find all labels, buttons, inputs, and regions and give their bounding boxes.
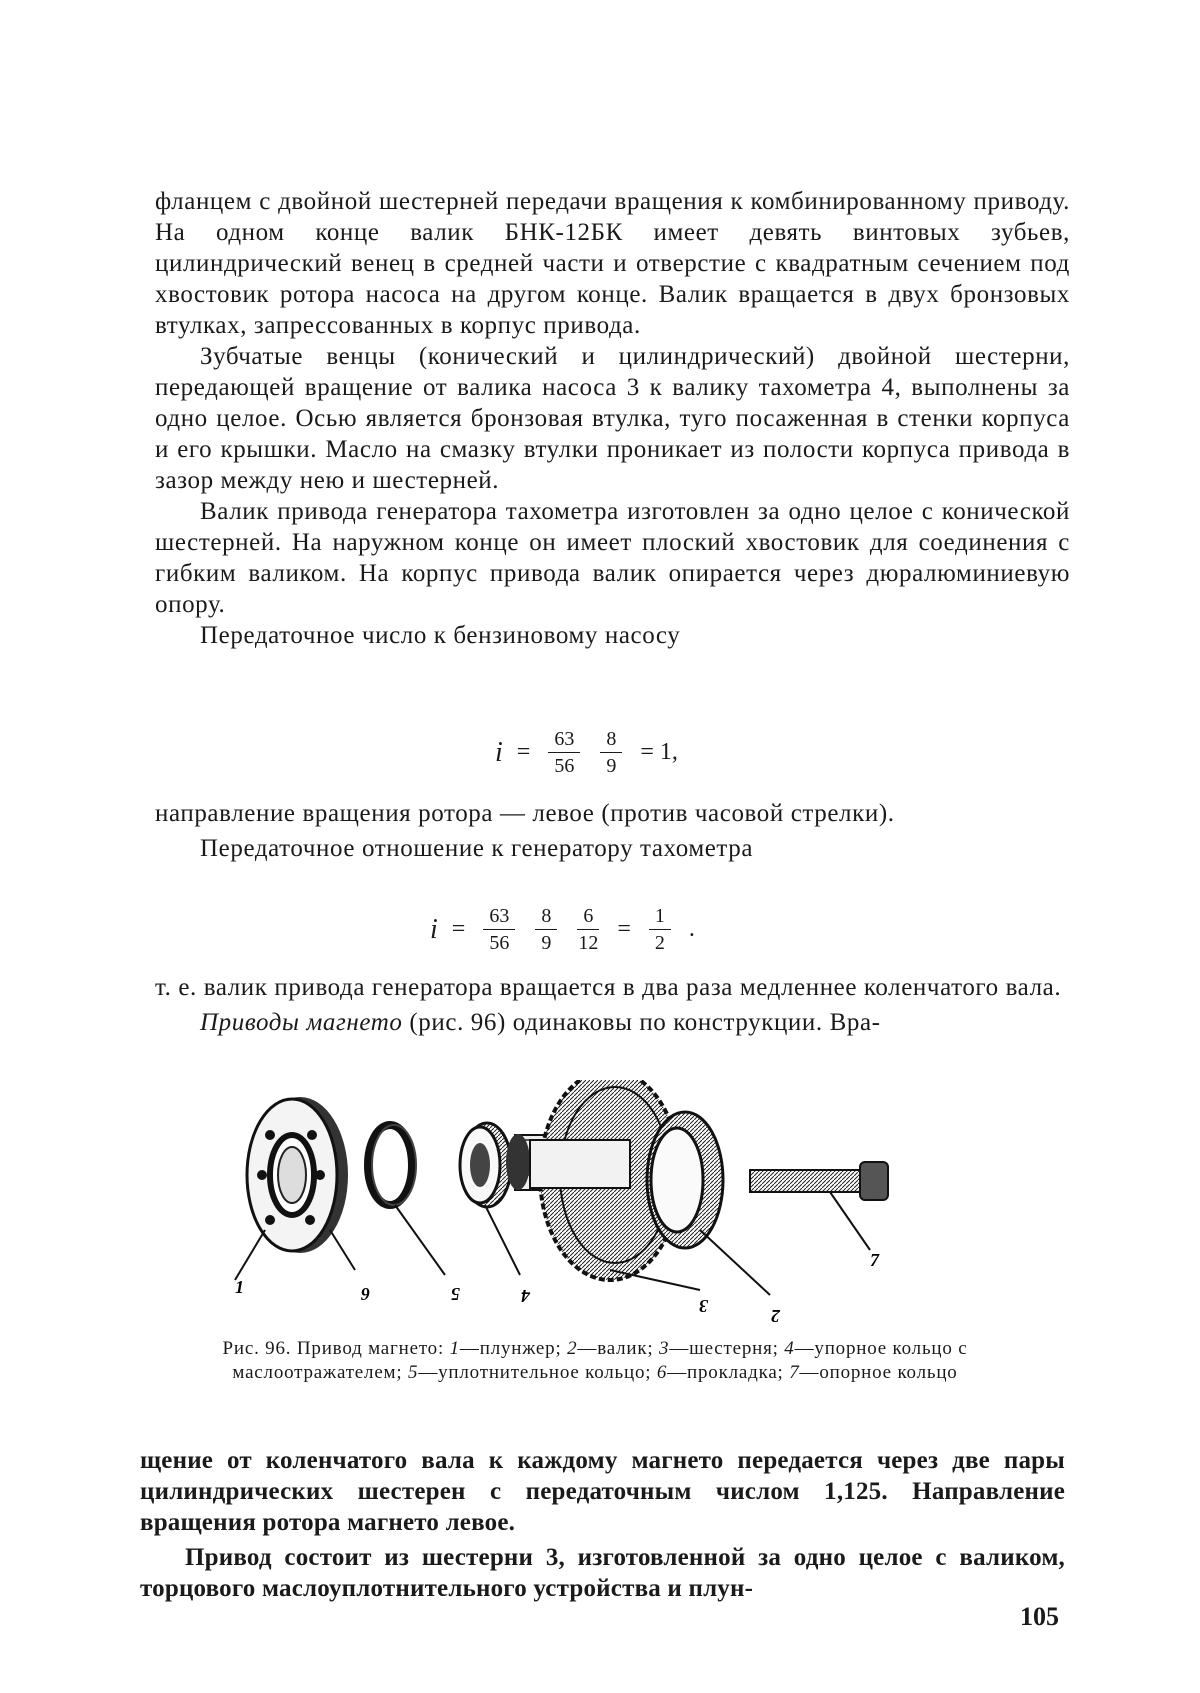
caption-item-text: —шестерня; — [669, 1338, 785, 1359]
figure-label-4: 4 — [521, 1286, 530, 1306]
fraction — [600, 728, 622, 777]
paragraph-8 — [155, 1007, 1070, 1038]
caption-prefix: Рис. 96. — [222, 1338, 292, 1359]
gasket-part-6 — [368, 1125, 416, 1205]
caption-item-text: —упорное кольцо с маслоотражателем; — [232, 1338, 968, 1383]
numerator: 6 — [577, 905, 599, 930]
fraction — [577, 905, 599, 954]
caption-item-number: 6 — [656, 1362, 668, 1383]
page-number: 105 — [1020, 1602, 1059, 1631]
denominator: 56 — [489, 932, 510, 954]
denominator: 9 — [541, 932, 552, 954]
caption-item-text: —валик; — [577, 1338, 660, 1359]
caption-item-number: 2 — [567, 1338, 578, 1359]
formula-equals: = — [516, 739, 531, 765]
support-ring-part-7 — [247, 1097, 348, 1253]
caption-item-number: 7 — [789, 1362, 800, 1383]
formula-equals-2: = — [617, 916, 631, 942]
paragraph-10: Привод состоит из шестерни 3, изготовленной за одно целое с валиком, торцового маслоуплотнительного устройства и плун- — [140, 1544, 1065, 1602]
sealing-ring-part-5 — [460, 1123, 511, 1207]
fraction — [548, 728, 580, 777]
paragraph-8-text: (рис. 96) одинаковы по конструкции. Вра- — [402, 1009, 881, 1036]
figure-label-1: 1 — [235, 1277, 244, 1297]
plunger-part-1 — [750, 1162, 888, 1200]
caption-item-text: —опорное кольцо — [799, 1362, 958, 1383]
caption-title: Привод магнето: — [291, 1338, 450, 1359]
paragraph-1: фланцем с двойной шестерней передачи вращения к комбинированному приводу. На одном конце валик БНК-12БК имеет девять винтовых зубьев, цилиндрический венец в средней части и отверстие с квадратным сечением под хвостовик ротора насоса на другом конце. Валик вращается в двух бронзовых втулках, запрессованных в корпус привода. — [155, 188, 1070, 339]
figure-96-caption — [215, 1337, 975, 1385]
paragraph-3: Валик привода генератора тахометра изготовлен за одно целое с конической шестерней. На наружном конце он имеет плоский хвостовик для соединения с гибким валиком. На корпус привода валик опирается через дюралюминиевую опору. — [155, 498, 1070, 618]
denominator: 12 — [578, 932, 599, 954]
figure-96-magneto-drive-illustration — [230, 1080, 1000, 1330]
paragraph-7: т. е. валик привода генератора вращается в два раза медленнее коленчатого вала. — [155, 974, 1062, 1001]
formula-tachometer-ratio — [430, 905, 703, 954]
caption-item-text: —плунжер; — [459, 1338, 568, 1359]
body-text-top — [155, 186, 1070, 651]
numerator: 1 — [649, 905, 671, 930]
numerator: 63 — [483, 905, 515, 930]
paragraph-2: Зубчатые венцы (конический и цилиндрический) двойной шестерни, передающей вращение от валика насоса 3 к валику тахометра 4, выполнены за одно целое. Осью является бронзовая втулка, туго посаженная в стенки корпуса и его крышки. Масло на смазку втулки проникает из полости корпуса привода в зазор между нею и шестерней. — [155, 343, 1070, 494]
body-text-lower — [155, 972, 1070, 1038]
formula-fuel-pump-ratio — [495, 728, 686, 777]
denominator: 56 — [554, 755, 575, 777]
thrust-ring-part-4 — [647, 1112, 723, 1248]
figure-label-6: 6 — [361, 1284, 370, 1304]
formula-equals: = — [451, 916, 466, 942]
caption-item-number: 3 — [659, 1338, 670, 1359]
term-magneto-drives: Приводы магнето — [200, 1009, 403, 1036]
denominator: 9 — [606, 755, 617, 777]
paragraph-6: Передаточное отношение к генератору тахометра — [200, 835, 754, 862]
figure-label-7: 7 — [870, 1250, 879, 1270]
caption-item-text: —прокладка; — [667, 1362, 790, 1383]
paragraph-5: направление вращения ротора — левое (против часовой стрелки). — [155, 800, 895, 827]
numerator: 8 — [535, 905, 557, 930]
numerator: 63 — [548, 728, 580, 753]
figure-label-5: 5 — [451, 1284, 460, 1304]
caption-item-number: 1 — [449, 1338, 460, 1359]
fraction — [535, 905, 557, 954]
body-text-mid — [155, 798, 1070, 864]
figure-label-2: 2 — [771, 1306, 780, 1326]
figure-label-3: 3 — [699, 1296, 708, 1316]
paragraph-9: щение от коленчатого вала к каждому магнето передается через две пары цилиндрических шестерен с передаточным числом 1,125. Направление вращения ротора магнето левое. — [140, 1447, 1065, 1536]
formula-variable: i — [495, 736, 503, 768]
caption-item-text: —уплотнительное кольцо; — [418, 1362, 657, 1383]
body-text-bottom — [140, 1445, 1065, 1604]
caption-item-number: 4 — [784, 1338, 795, 1359]
denominator: 2 — [654, 932, 665, 954]
formula-result: = 1, — [640, 739, 678, 765]
paragraph-4: Передаточное число к бензиновому насосу — [200, 622, 681, 649]
result-fraction — [649, 905, 671, 954]
caption-item-number: 5 — [408, 1362, 419, 1383]
fraction — [483, 905, 515, 954]
numerator: 8 — [600, 728, 622, 753]
formula-period: . — [688, 916, 695, 942]
formula-variable: i — [430, 913, 438, 945]
